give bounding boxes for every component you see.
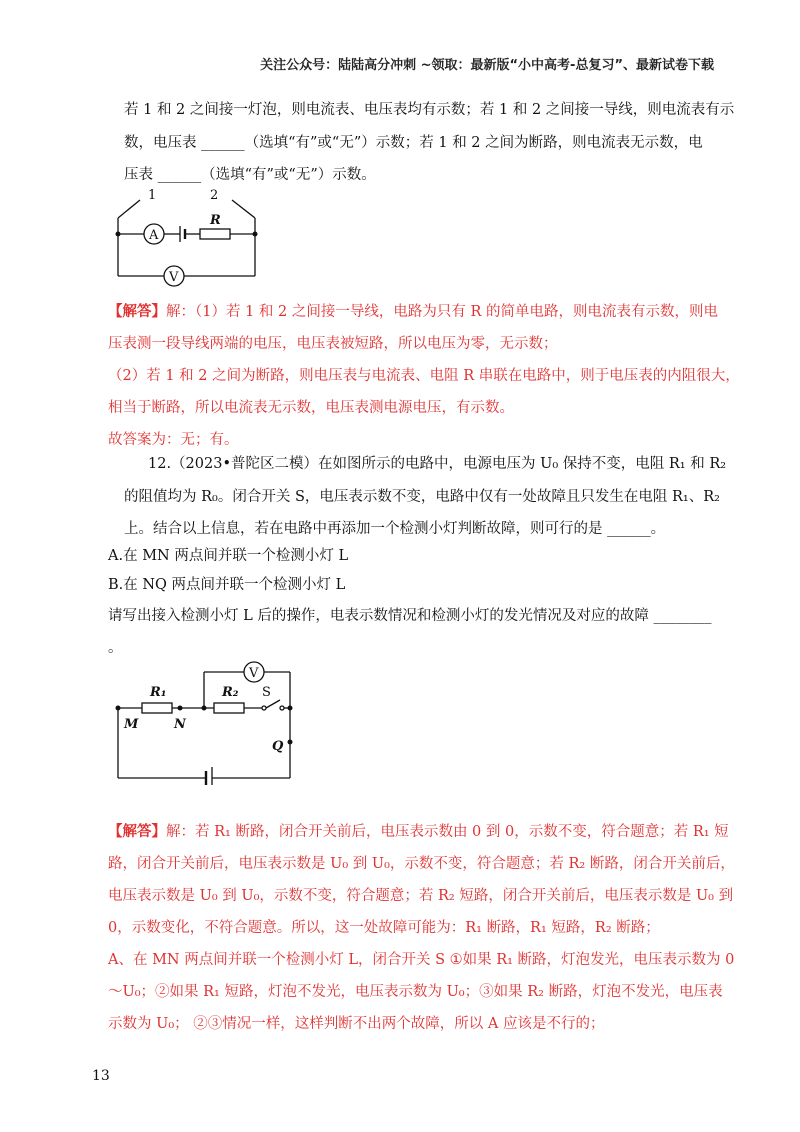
q12-line-1: 12.（2023•普陀区二模）在如图所示的电路中，电源电压为 U₀ 保持不变，电阻 R₁ 和 R₂ [148, 456, 727, 472]
answer1-line-3: （2）若 1 和 2 之间为断路，则电压表与电流表、电阻 R 串联在电路中，则于电压表的内阻很大， [108, 368, 740, 384]
top-line-2: 数，电压表 ______（选填“有”或“无”）示数；若 1 和 2 之间为断路，则电流表无示数，电 [124, 135, 703, 151]
answer2-tag: 【解答】 [108, 823, 166, 840]
answer2-line-6: ～U₀；②如果 R₁ 短路，灯泡不发光，电压表示数为 U₀；③如果 R₂ 断路，灯泡不发光，电压表 [108, 984, 723, 1000]
answer2-line-1: 【解答】解：若 R₁ 断路，闭合开关前后，电压表示数由 0 到 0，示数不变，符合题意；若 R₁ 短 [108, 823, 729, 840]
answer1-tag: 【解答】 [108, 303, 166, 320]
switch-s-label: S [262, 685, 271, 700]
switch-contact-left [262, 706, 266, 710]
top-line-3: 压表 ______（选填“有”或“无”）示数。 [124, 167, 376, 183]
q12-line-2: 的阻值均为 R₀。闭合开关 S，电压表示数不变，电路中仅有一处故障且只发生在电阻 R₁、R₂ [124, 489, 720, 505]
resistor-r1-label: R₁ [150, 685, 167, 700]
answer2-line-7: 示数为 U₀； ②③情况一样，这样判断不出两个故障，所以 A 应该是不行的； [108, 1016, 605, 1032]
circuit-diagram-1 [100, 182, 270, 287]
resistor-r-label: R [210, 213, 221, 228]
resistor-r2 [214, 703, 244, 713]
page-header: 关注公众号：陆陆高分冲刺 ~领取：最新版“小中高考-总复习”、最新试卷下载 [260, 58, 714, 73]
terminal-2-label: 2 [210, 188, 219, 203]
answer2-line-4: 0，示数变化，不符合题意。所以，这一处故障可能为：R₁ 断路，R₁ 短路，R₂ 断路； [108, 920, 660, 936]
resistor-r1 [142, 703, 172, 713]
answer1-line-2: 压表测一段导线两端的电压，电压表被短路，所以电压为零，无示数； [108, 336, 558, 352]
switch-contact-right [280, 706, 284, 710]
answer1-line-5: 故答案为：无；有。 [108, 432, 239, 448]
switch-s [266, 700, 280, 708]
node-m [116, 706, 121, 711]
node-n-label: N [174, 717, 186, 732]
terminal-1-label: 1 [148, 188, 157, 203]
q12-option-b: B.在 NQ 两点间并联一个检测小灯 L [108, 577, 346, 593]
answer2-line-5: A、在 MN 两点间并联一个检测小灯 L，闭合开关 S ①如果 R₁ 断路，灯泡发光，电压表示数为 0 [108, 952, 735, 968]
q12-line-5: 。 [108, 640, 123, 656]
answer1-line-1: 【解答】解：（1）若 1 和 2 之间接一导线，电路为只有 R 的简单电路，则电流表有示数，则电 [108, 303, 718, 320]
q12-option-a: A.在 MN 两点间并联一个检测小灯 L [108, 548, 349, 564]
answer2-line-2: 路，闭合开关前后，电压表示数是 U₀ 到 U₀，示数不变，符合题意；若 R₂ 断路，闭合开关前后， [108, 856, 735, 872]
voltmeter-label: V [169, 270, 179, 285]
resistor-r [200, 229, 230, 239]
resistor-r2-label: R₂ [222, 685, 239, 700]
circuit-diagram-2 [100, 650, 310, 785]
node-m-label: M [124, 717, 139, 732]
answer1-line-4: 相当于断路，所以电流表无示数，电压表测电源电压，有示数。 [108, 400, 514, 416]
q12-line-3: 上。结合以上信息，若在电路中再添加一个检测小灯判断故障，则可行的是 ______。 [124, 521, 666, 537]
node-q [288, 740, 293, 745]
q12-line-4: 请写出接入检测小灯 L 后的操作，电表示数情况和检测小灯的发光情况及对应的故障 ________ [108, 608, 712, 624]
node-q-label: Q [272, 739, 284, 754]
node-n [178, 706, 183, 711]
answer2-line-3: 电压表示数是 U₀ 到 U₀，示数不变，符合题意；若 R₂ 短路，闭合开关前后，电压表示数是 U₀ 到 [108, 888, 734, 904]
ammeter-label: A [149, 228, 159, 243]
voltmeter2-label: V [249, 666, 259, 681]
page-number: 13 [92, 1068, 110, 1084]
top-line-1: 若 1 和 2 之间接一灯泡，则电流表、电压表均有示数；若 1 和 2 之间接一导线，则电流表有示 [124, 102, 735, 118]
